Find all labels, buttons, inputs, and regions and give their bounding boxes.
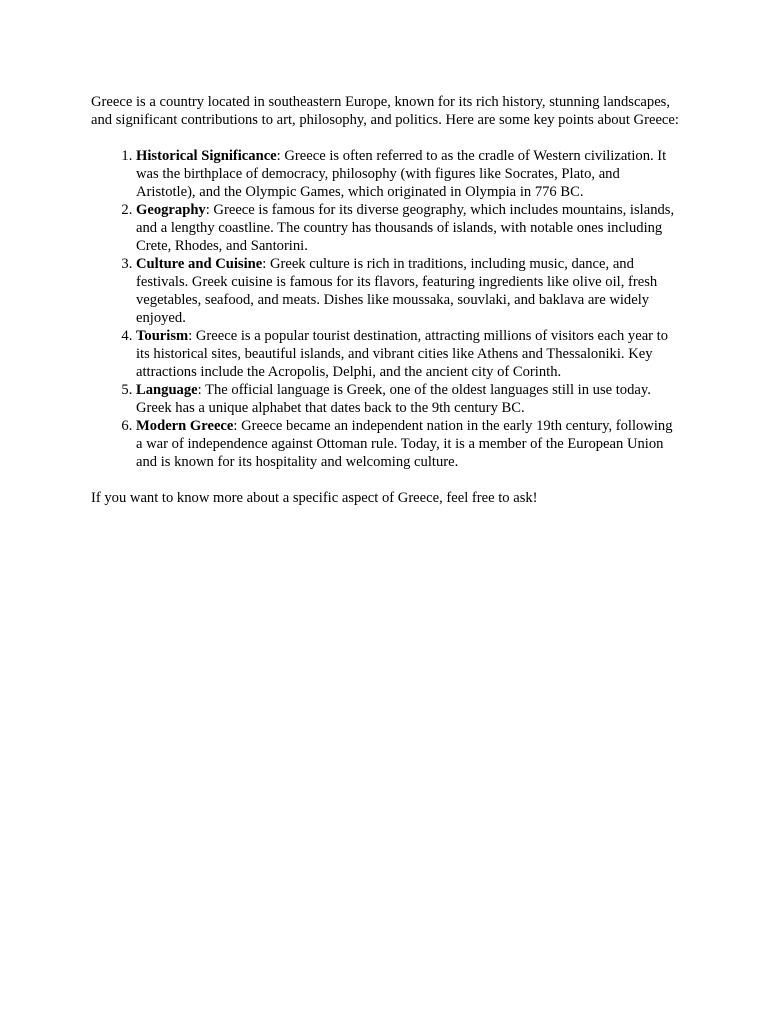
closing-paragraph: If you want to know more about a specific aspect of Greece, feel free to ask! bbox=[91, 490, 538, 506]
point-text: : Greek culture is rich in traditions, including music, dance, and festivals. Greek cuisine is famous for its flavors, featuring ingredients like olive oil, fresh vegetables, seafood, and meats. Dishes like moussaka, souvlaki, and baklava are widely enjoyed. bbox=[136, 256, 658, 326]
point-text: : Greece is often referred to as the cradle of Western civilization. It was the birthplace of democracy, philosophy (with figures like Socrates, Plato, and Aristotle), and the Olympic Games, which originated in Olympia in 776 BC. bbox=[136, 148, 667, 200]
list-item bbox=[136, 147, 679, 201]
list-item bbox=[136, 201, 679, 255]
point-term: Tourism bbox=[136, 328, 189, 344]
point-text: : Greece is famous for its diverse geography, which includes mountains, islands, and a lengthy coastline. The country has thousands of islands, with notable ones including Crete, Rhodes, and Santorini. bbox=[136, 202, 675, 254]
key-points-list bbox=[91, 147, 679, 471]
list-item bbox=[136, 327, 679, 381]
point-term: Culture and Cuisine bbox=[136, 256, 263, 272]
intro-paragraph: Greece is a country located in southeastern Europe, known for its rich history, stunning landscapes, and significant contributions to art, philosophy, and politics. Here are some key points about Greece: bbox=[91, 94, 679, 128]
point-term: Historical Significance bbox=[136, 148, 277, 164]
point-text: : Greece became an independent nation in the early 19th century, following a war of independence against Ottoman rule. Today, it is a member of the European Union and is known for its hospitality and welcoming culture. bbox=[136, 418, 673, 470]
list-item bbox=[136, 255, 679, 327]
point-text: : Greece is a popular tourist destination, attracting millions of visitors each year to its historical sites, beautiful islands, and vibrant cities like Athens and Thessaloniki. Key attractions include the Acropolis, Delphi, and the ancient city of Corinth. bbox=[136, 328, 669, 380]
list-item bbox=[136, 381, 679, 417]
point-term: Geography bbox=[136, 202, 206, 218]
point-text: : The official language is Greek, one of the oldest languages still in use today. Greek has a unique alphabet that dates back to the 9th century BC. bbox=[136, 382, 651, 416]
point-term: Modern Greece bbox=[136, 418, 234, 434]
list-item bbox=[136, 417, 679, 471]
point-term: Language bbox=[136, 382, 198, 398]
document-page bbox=[91, 93, 679, 507]
